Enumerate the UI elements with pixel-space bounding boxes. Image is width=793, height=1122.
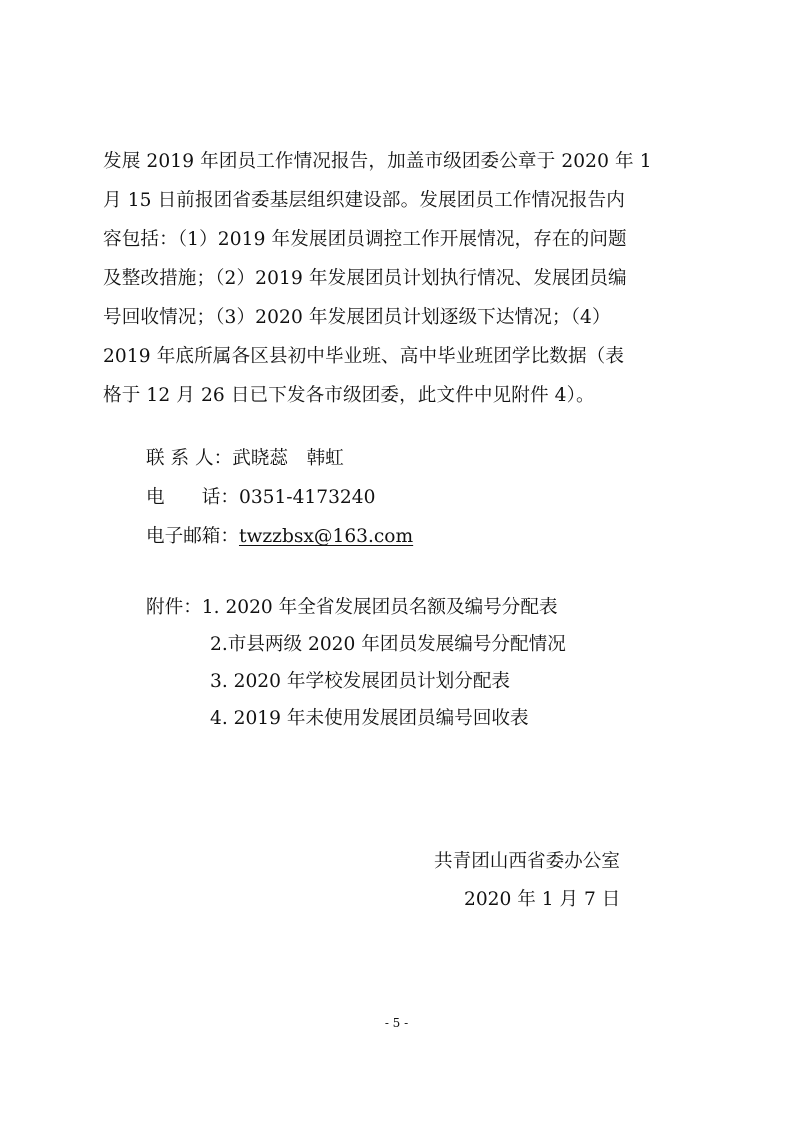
body-line-1: 发展 2019 年团员工作情况报告，加盖市级团委公章于 2020 年 1	[103, 151, 652, 172]
attachment-item-1: 1. 2020 年全省发展团员名额及编号分配表	[201, 597, 558, 618]
body-line-6: 2019 年底所属各区县初中毕业班、高中毕业班团学比数据（表	[103, 346, 625, 367]
contact-person-value: 武晓蕊 韩虹	[232, 448, 344, 469]
contact-phone	[146, 487, 375, 509]
body-line-5: 号回收情况；（3）2020 年发展团员计划逐级下达情况；（4）	[103, 307, 611, 328]
contact-phone-label: 电 话：	[146, 487, 239, 508]
body-line-3: 容包括：（1）2019 年发展团员调控工作开展情况，存在的问题	[103, 229, 627, 250]
attachment-item-3: 3. 2020 年学校发展团员计划分配表	[210, 671, 511, 692]
contact-email-link[interactable]: twzzbsx@163.com	[238, 526, 414, 547]
contact-phone-value: 0351-4173240	[238, 487, 376, 508]
attachments-label: 附件：	[146, 597, 202, 618]
body-line-4: 及整改措施；（2）2019 年发展团员计划执行情况、发展团员编	[103, 268, 627, 289]
signature-org: 共青团山西省委办公室	[434, 851, 620, 872]
contact-email	[146, 526, 413, 548]
contact-person	[146, 448, 344, 470]
body-line-7: 格于 12 月 26 日已下发各市级团委，此文件中见附件 4）。	[103, 385, 595, 406]
body-line-2: 月 15 日前报团省委基层组织建设部。发展团员工作情况报告内	[103, 190, 625, 211]
contact-person-label: 联 系 人：	[146, 448, 233, 469]
attachment-item-2: 2.市县两级 2020 年团员发展编号分配情况	[210, 634, 566, 655]
page-number: - 5 -	[384, 1016, 409, 1030]
attachment-item-4: 4. 2019 年未使用发展团员编号回收表	[210, 708, 529, 729]
signature-date: 2020 年 1 月 7 日	[464, 889, 621, 910]
contact-email-label: 电子邮箱：	[146, 526, 239, 547]
attachment-line-1	[146, 597, 558, 619]
